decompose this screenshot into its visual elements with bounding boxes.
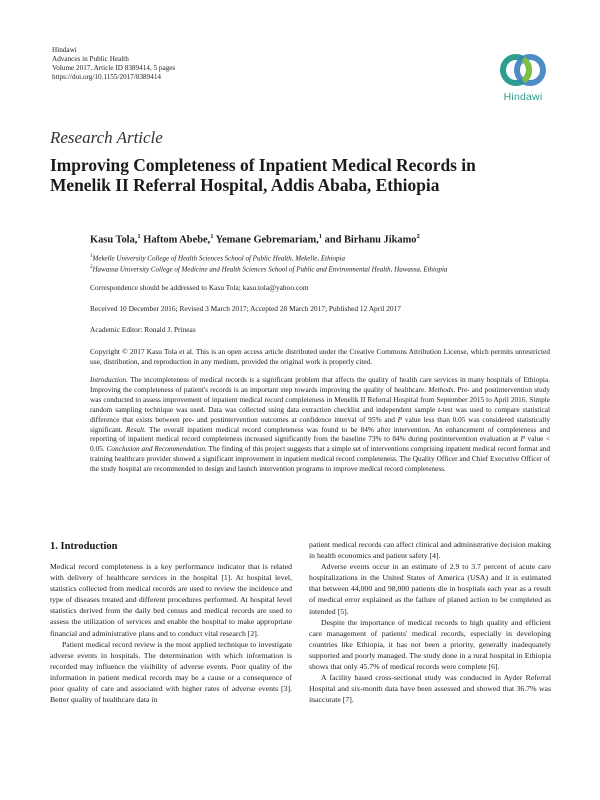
title-line-2: Menelik II Referral Hospital, Addis Ababa, Ethiopia [50, 175, 440, 195]
paragraph: Patient medical record review is the most applied technique to investigate adverse events in hospitals. The determination with which information is recorded may influence the visibility of adverse events. Poor quality of the information in patient medical records may be a cause or a consequence of poor quality of care and associated with higher rates of adverse events [3]. Better quality of healthcare data in [50, 639, 292, 705]
publication-dates: Received 10 December 2016; Revised 3 March 2017; Accepted 28 March 2017; Published 12 April 2017 [90, 304, 401, 313]
academic-editor: Academic Editor: Ronald J. Prineas [90, 325, 196, 334]
section-heading: 1. Introduction [50, 541, 118, 552]
affiliation-text: Hawassa University College of Medicine and Health Sciences School of Public and Environmental Health, Hawassa, Ethiopia [92, 265, 448, 274]
paragraph: patient medical records can affect clinical and administrative decision making in health economics and patient safety [4]. [309, 540, 551, 561]
abstract-methods-text: value less than 0.05 was considered statistically significant. [90, 414, 550, 434]
doi-link[interactable]: https://doi.org/10.1155/2017/8389414 [52, 73, 162, 81]
author-affiliation-marker: 1 [137, 233, 141, 240]
abstract-t-symbol: t [438, 404, 441, 414]
body-column-left [50, 561, 292, 705]
author-name: Haftom Abebe, [143, 234, 211, 246]
publisher-name: Hindawi [52, 46, 77, 54]
abstract-methods-text: Pre- and postintervention study was conducted to assess improvement of inpatient medical record completeness in Menelik II Referral Hospital from September 2015 to April 2016. Simple random sampling technique was used. Data was collected using data extraction checklist and independent sample [90, 384, 550, 414]
abstract-p-symbol: P [520, 434, 526, 444]
paragraph: Adverse events occur in an estimate of 2.9 to 3.7 percent of acute care hospitalizations in the United States of America (USA) and it is estimated that between 44,000 and 98,000 patients die in hospitals each year as a result of medical error explained as the failure of planed action to be completed as intended [5]. [309, 562, 551, 616]
body-column-right [309, 539, 551, 705]
author-name: Kasu Tola, [90, 234, 138, 246]
abstract-result-text: The overall inpatient medical record completeness was found to be 84% after intervention. An enhancement of completeness and reporting of inpatient medical record completeness increased significantly from the baseline 73% to 84% during postintervention evaluation at [90, 424, 550, 444]
paragraph: Medical record completeness is a key performance indicator that is related with delivery of healthcare services in the hospital [1]. At hospital level, statistics collected from medical records are used to review the incidence and type of diseases treated and different procedures performed. At hospital level statistics derived from the daily bed census and medical records are used to assess the utilization of services and enable the hospital to make appropriate financial and administrative plans and to conduct vital research [2]. [50, 562, 292, 638]
author-affiliation-marker: 1 [210, 233, 214, 240]
paragraph: A facility based cross-sectional study was conducted in Ayder Referral Hospital and six-month data have been assessed and showed that 36.7% was inaccurate [7]. [309, 673, 551, 705]
abstract [90, 375, 550, 474]
author-name: Yemane Gebremariam, [215, 234, 319, 246]
copyright-notice: Copyright © 2017 Kasu Tola et al. This is an open access article distributed under the Creative Commons Attribution License, which permits unrestricted use, distribution, and reproduction in any medium, provided the original work is properly cited. [90, 347, 550, 366]
affiliation-marker: 2 [90, 265, 93, 270]
paragraph: Despite the importance of medical records to high quality and efficient care management of patients' medical records, especially in developing countries like Ethiopia, it has not been a priority, generally inadequately supported and poorly managed. The study done in a rural hospital in Ethiopia shows that only 45.7% of medical records were complete [6]. [309, 617, 551, 672]
correspondence: Correspondence should be addressed to Kasu Tola; kasu.tola@yahoo.com [90, 283, 309, 292]
affiliation-text: Mekelle University College of Health Sciences School of Public Health, Mekelle, Ethiopia [92, 254, 346, 263]
logo-label: Hindawi [503, 91, 543, 103]
author-list [90, 233, 420, 245]
affiliation [90, 254, 345, 262]
abstract-result-text: value < 0.05. [90, 434, 550, 454]
affiliation [90, 265, 447, 273]
journal-name: Advances in Public Health [52, 55, 129, 63]
journal-header [52, 46, 175, 82]
abstract-p-symbol: P [397, 414, 403, 424]
abstract-conclusion-text: The finding of this project suggests that a simple set of interventions comprising inpatient medical record format and training healthcare provider showed a significant improvement in inpatient medical record completeness. The Quality Officer and Chief Executive Officer of the study hospital are recommended to design and launch intervention programs to improve medical record completeness. [90, 444, 550, 474]
author-affiliation-marker: 1 [318, 233, 323, 240]
abstract-methods-label: Methods. [428, 384, 456, 394]
abstract-conclusion-label: Conclusion and Recommendation. [106, 444, 207, 454]
author-affiliation-marker: 2 [416, 233, 420, 240]
abstract-result-label: Result. [125, 424, 146, 434]
paper-title [50, 155, 520, 195]
article-type: Research Article [50, 128, 163, 147]
title-line-1: Improving Completeness of Inpatient Medical Records in [50, 155, 476, 175]
abstract-intro-label: Introduction. [90, 375, 129, 384]
volume-line: Volume 2017, Article ID 8389414, 5 pages [52, 64, 176, 72]
affiliation-marker: 1 [90, 254, 93, 259]
author-name: and Birhanu Jikamo [324, 234, 417, 246]
abstract-methods-text: -test was used to compare statistical difference that exists between pre- and postintervention outcomes at confidence interval of 95% and [90, 404, 550, 424]
abstract-intro-text: The incompleteness of medical records is a significant problem that affects the quality of health care services in many hospitals of Ethiopia. Improving the completeness of patient's records is an important step towards improving the quality of healthcare. [90, 375, 550, 394]
